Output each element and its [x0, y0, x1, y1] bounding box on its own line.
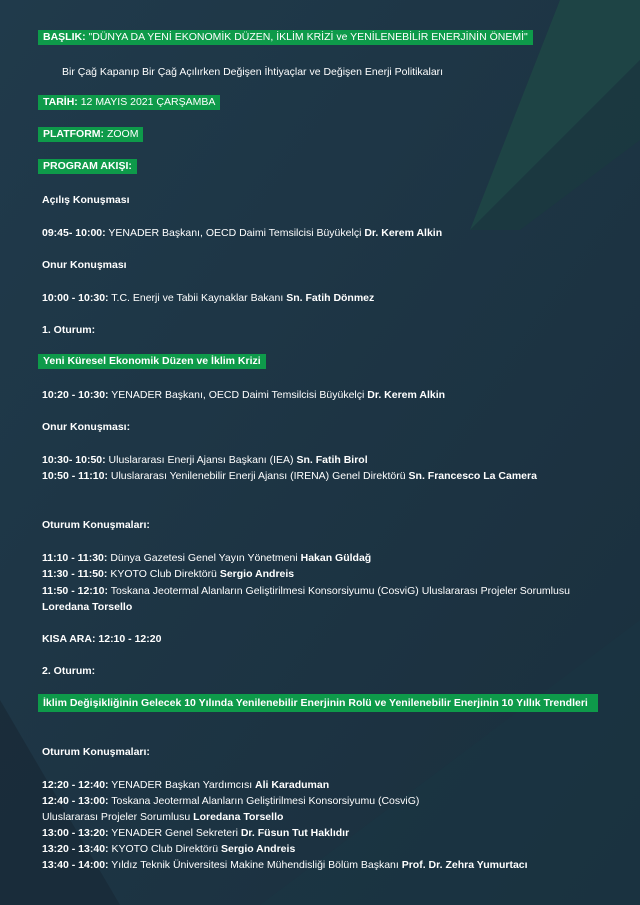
- session1-talks-heading: Oturum Konuşmaları:: [42, 519, 150, 531]
- item-time: 11:50 - 12:10:: [42, 585, 108, 597]
- item-time: 13:40 - 14:00:: [42, 859, 109, 871]
- honor-item: [42, 291, 374, 305]
- title-tag: [38, 30, 533, 45]
- item-role: Toskana Jeotermal Alanların Geliştirilmesi Konsorsiyumu (CosviG) Uluslararası Projeler Sorumlusu: [110, 585, 570, 597]
- item-time: 10:30- 10:50:: [42, 454, 106, 466]
- opening-heading: Açılış Konuşması: [42, 194, 130, 206]
- session2-talk-item: [42, 826, 349, 840]
- item-role: Dünya Gazetesi Genel Yayın Yönetmeni: [110, 552, 298, 564]
- item-time: 12:40 - 13:00:: [42, 795, 109, 807]
- session1-honor-item: [42, 453, 368, 467]
- item-role: Uluslararası Yenilenebilir Enerji Ajansı (IRENA) Genel Direktörü: [110, 470, 406, 482]
- platform-label: PLATFORM:: [43, 128, 105, 140]
- item-role: YENADER Başkan Yardımcısı: [111, 779, 253, 791]
- item-role: Uluslararası Enerji Ajansı Başkanı (IEA): [108, 454, 294, 466]
- date-tag: [38, 95, 220, 110]
- item-role: KYOTO Club Direktörü: [111, 843, 219, 855]
- session1-title-tag: [38, 354, 266, 369]
- item-time: 10:50 - 11:10:: [42, 470, 108, 482]
- date-value: 12 MAYIS 2021 ÇARŞAMBA: [80, 96, 216, 108]
- date-label: TARİH:: [43, 96, 78, 108]
- item-role: Uluslararası Projeler Sorumlusu: [42, 811, 191, 823]
- session2-title-tag: [38, 694, 598, 712]
- item-role: T.C. Enerji ve Tabii Kaynaklar Bakanı: [111, 292, 284, 304]
- session1-talk-item: [42, 567, 294, 581]
- session2-title: İklim Değişikliğinin Gelecek 10 Yılında Yenilenebilir Enerjinin Rolü ve Yenilenebilir Enerjinin 10 Yıllık Trendleri: [43, 697, 588, 709]
- title-label: BAŞLIK:: [43, 31, 86, 43]
- item-time: 10:00 - 10:30:: [42, 292, 109, 304]
- session2-talk-item: [42, 794, 419, 808]
- item-time: 12:20 - 12:40:: [42, 779, 109, 791]
- opening-item: [42, 226, 442, 240]
- session2-talk-item: [42, 778, 329, 792]
- item-speaker: Sn. Fatih Dönmez: [286, 292, 375, 304]
- platform-value: ZOOM: [106, 128, 139, 140]
- break-line: KISA ARA: 12:10 - 12:20: [42, 633, 162, 645]
- session2-talks-heading: Oturum Konuşmaları:: [42, 746, 150, 758]
- item-time: 10:20 - 10:30:: [42, 389, 109, 401]
- honor-heading: Onur Konuşması: [42, 259, 127, 271]
- item-speaker: Sn. Francesco La Camera: [408, 470, 537, 482]
- item-speaker: Sergio Andreis: [219, 568, 295, 580]
- item-speaker: Hakan Güldağ: [300, 552, 372, 564]
- session1-talk-item: [42, 583, 612, 615]
- item-role: YENADER Genel Sekreteri: [111, 827, 238, 839]
- item-speaker: Dr. Kerem Alkin: [367, 389, 446, 401]
- session1-honor-heading: Onur Konuşması:: [42, 421, 131, 433]
- item-speaker: Dr. Füsun Tut Haklıdır: [240, 827, 350, 839]
- item-speaker: Dr. Kerem Alkin: [364, 227, 443, 239]
- item-role: YENADER Başkanı, OECD Daimi Temsilcisi Büyükelçi: [108, 227, 362, 239]
- item-time: 13:20 - 13:40:: [42, 843, 109, 855]
- item-speaker: Loredana Torsello: [193, 811, 284, 823]
- session1-keynote: [42, 388, 445, 402]
- item-speaker: Loredana Torsello: [42, 601, 133, 613]
- item-role: KYOTO Club Direktörü: [110, 568, 217, 580]
- item-speaker: Ali Karaduman: [255, 779, 330, 791]
- session2-talk-item: [42, 858, 528, 872]
- item-time: 13:00 - 13:20:: [42, 827, 109, 839]
- item-time: 09:45- 10:00:: [42, 227, 106, 239]
- item-role: Toskana Jeotermal Alanların Geliştirilmesi Konsorsiyumu (CosviG): [111, 795, 420, 807]
- item-role: YENADER Başkanı, OECD Daimi Temsilcisi Büyükelçi: [111, 389, 365, 401]
- session2-talk-item: [42, 842, 295, 856]
- title-value: "DÜNYA DA YENİ EKONOMİK DÜZEN, İKLİM KRİZİ ve YENİLENEBİLİR ENERJİNİN ÖNEMİ": [88, 31, 528, 43]
- subtitle: Bir Çağ Kapanıp Bir Çağ Açılırken Değişen İhtiyaçlar ve Değişen Enerji Politikaları: [62, 66, 444, 78]
- item-speaker: Sn. Fatih Birol: [296, 454, 368, 466]
- program-tag: [38, 159, 137, 174]
- item-role: Yıldız Teknik Üniversitesi Makine Mühendisliği Bölüm Başkanı: [111, 859, 399, 871]
- item-time: 11:10 - 11:30:: [42, 552, 108, 564]
- item-speaker: Sergio Andreis: [220, 843, 296, 855]
- session1-label: 1. Oturum:: [42, 324, 96, 336]
- program-label: PROGRAM AKIŞI:: [43, 160, 132, 172]
- session1-talk-item: [42, 551, 371, 565]
- item-time: 11:30 - 11:50:: [42, 568, 108, 580]
- item-speaker: Prof. Dr. Zehra Yumurtacı: [401, 859, 528, 871]
- session2-talk-item-continued: [42, 810, 283, 824]
- session2-label: 2. Oturum:: [42, 665, 96, 677]
- session1-honor-item: [42, 469, 537, 483]
- platform-tag: [38, 127, 143, 142]
- session1-title: Yeni Küresel Ekonomik Düzen ve İklim Krizi: [43, 355, 261, 367]
